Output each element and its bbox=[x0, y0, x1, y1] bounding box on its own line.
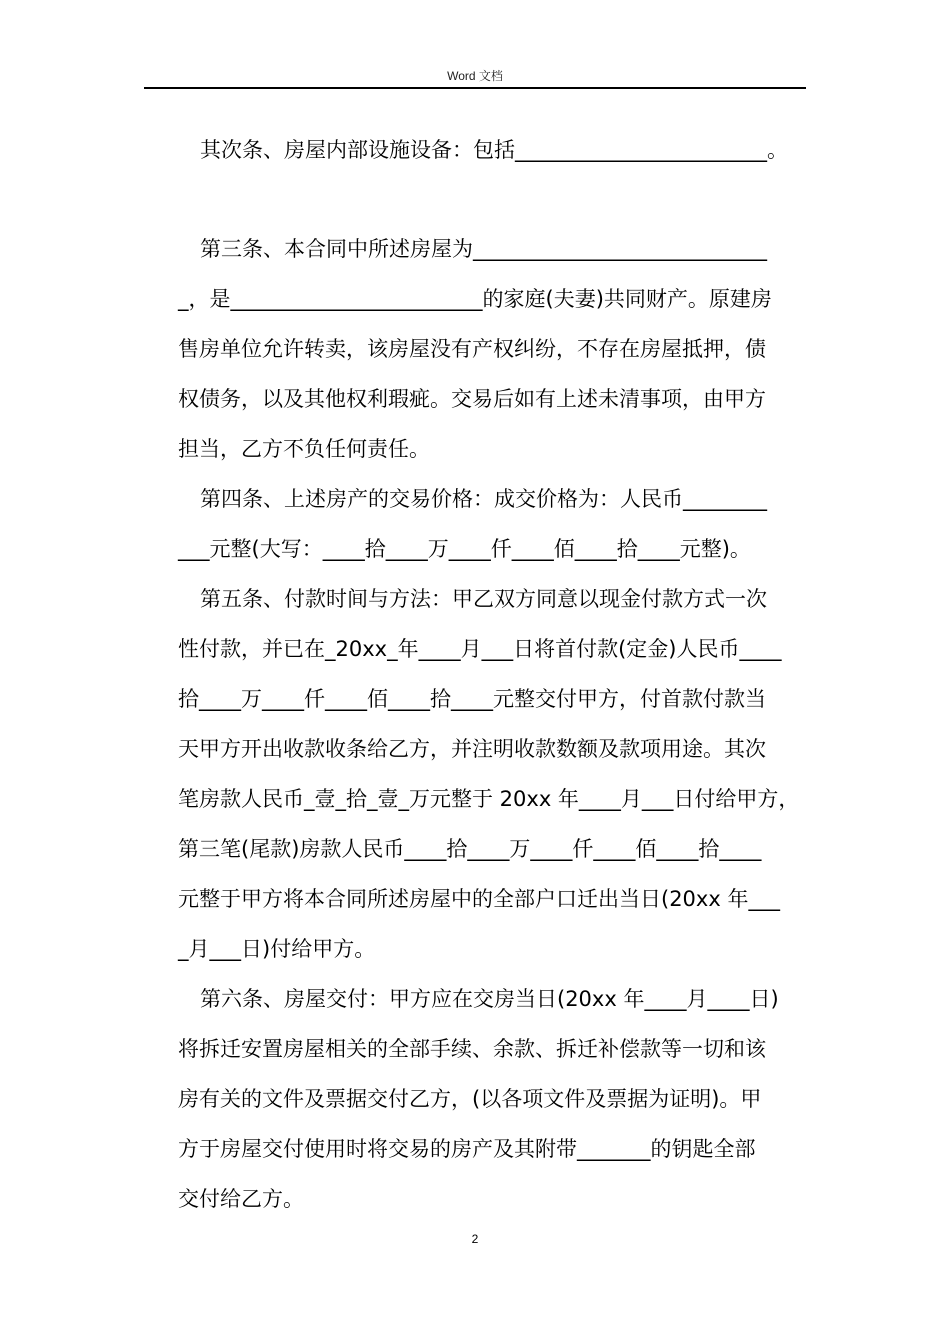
page-header: Word 文档 bbox=[447, 69, 503, 83]
clause-6-line-3: 房有关的文件及票据交付乙方，(以各项文件及票据为证明)。甲 bbox=[178, 1087, 762, 1111]
clause-3-line-3: 售房单位允许转卖，该房屋没有产权纠纷，不存在房屋抵押，债 bbox=[178, 337, 766, 361]
clause-4-line-2: ___元整(大写：____拾____万____仟____佰____拾____元整)。 bbox=[178, 537, 751, 561]
clause-4-line-1: 第四条、上述房产的交易价格：成交价格为：人民币________ bbox=[200, 487, 767, 511]
clause-5-line-5: 笔房款人民币_壹_拾_壹_万元整于 20xx 年____月___日付给甲方， bbox=[178, 787, 800, 811]
clause-5-line-8: _月___日)付给甲方。 bbox=[178, 937, 376, 961]
clause-6-line-1: 第六条、房屋交付：甲方应在交房当日(20xx 年____月____日) bbox=[200, 987, 779, 1011]
clause-2-line-1: 其次条、房屋内部设施设备：包括________________________。 bbox=[200, 138, 788, 162]
clause-6-line-2: 将拆迁安置房屋相关的全部手续、余款、拆迁补偿款等一切和该 bbox=[178, 1037, 766, 1061]
page-number: 2 bbox=[471, 1232, 479, 1246]
clause-3-line-2: _，是________________________的家庭(夫妻)共同财产。原建房 bbox=[178, 287, 772, 311]
clause-3-line-4: 权债务，以及其他权利瑕疵。交易后如有上述未清事项，由甲方 bbox=[178, 387, 766, 411]
clause-5-line-3: 拾____万____仟____佰____拾____元整交付甲方，付首款付款当 bbox=[178, 687, 766, 711]
clause-5-line-2: 性付款，并已在_20xx_年____月___日将首付款(定金)人民币____ bbox=[178, 637, 782, 661]
clause-6-line-4: 方于房屋交付使用时将交易的房产及其附带_______的钥匙全部 bbox=[178, 1137, 756, 1161]
clause-3-line-1: 第三条、本合同中所述房屋为____________________________ bbox=[200, 237, 767, 261]
clause-6-line-5: 交付给乙方。 bbox=[178, 1187, 304, 1211]
clause-3-line-5: 担当，乙方不负任何责任。 bbox=[178, 437, 430, 461]
clause-5-line-1: 第五条、付款时间与方法：甲乙双方同意以现金付款方式一次 bbox=[200, 587, 767, 611]
clause-5-line-7: 元整于甲方将本合同所述房屋中的全部户口迁出当日(20xx 年___ bbox=[178, 887, 780, 911]
clause-5-line-6: 第三笔(尾款)房款人民币____拾____万____仟____佰____拾____ bbox=[178, 837, 762, 861]
clause-5-line-4: 天甲方开出收款收条给乙方，并注明收款数额及款项用途。其次 bbox=[178, 737, 766, 761]
